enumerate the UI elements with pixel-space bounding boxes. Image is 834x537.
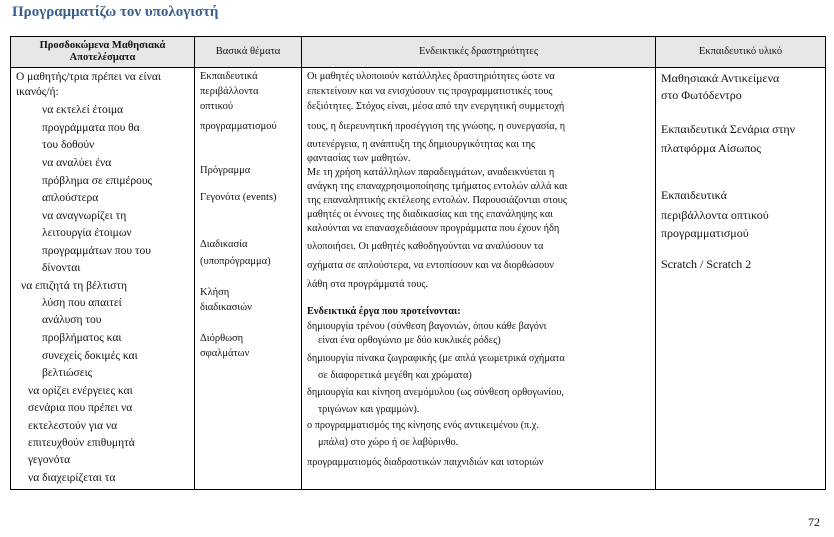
topic-line: Πρόγραμμα [200,165,251,176]
outcome-line: επιτευχθούν επιθυμητά [28,437,135,449]
activity-line: σχήματα σε απλούστερα, να εντοπίσουν και να διορθώσουν [307,260,554,271]
activity-line: υλοποιήσει. Οι μαθητές καθοδηγούνται να αναλύσουν τα [307,241,544,252]
outcome-line: απλούστερα [42,192,99,204]
outcome-line: βελτιώσεις [42,367,93,379]
cell-activities [302,68,655,489]
outcome-line: δίνονται [42,262,81,274]
header-topics: Βασικά θέματα [195,37,301,68]
outcome-line: ανάλυση του [42,314,102,326]
column-material [656,37,825,489]
outcome-line: να διαχειρίζεται τα [28,472,116,484]
outcome-line: σενάρια που πρέπει να [28,402,133,414]
curriculum-table [10,36,826,490]
activity-line: μαθητές οι έννοιες της διαδικασίας και της επανάληψης και [307,209,554,220]
outcome-line: να εκτελεί έτοιμα [42,104,124,116]
activity-line: λάθη στα προγράμματά τους. [307,279,429,290]
outcome-line: λειτουργία έτοιμων [42,227,132,239]
topic-line: Κλήση [200,287,230,298]
column-activities [302,37,656,489]
page-title: Προγραμματίζω τον υπολογιστή [12,4,219,20]
outcome-line: προγράμματα που θα [42,122,140,134]
outcome-line: γεγονότα [28,454,71,466]
activity-line: καλούνται να επανασχεδιάσουν προγράμματα που έχουν ήδη [307,223,560,234]
cell-outcomes [11,68,194,489]
column-outcomes [11,37,195,489]
cell-topics [195,68,301,489]
activity-line: τους, η διερευνητική προσέγγιση της γνώσης, η συνεργασία, η [307,121,566,132]
outcome-line: λύση που απαιτεί [42,297,122,309]
topic-line: προγραμματισμού [200,121,277,132]
material-line: προγραμματισμού [661,226,749,240]
activity-line: ανάγκη της επαναχρησιμοποίησης τμήματος εντολών αλλά και [307,181,568,192]
activity-line: Ενδεικτικά έργα που προτείνονται: [307,306,461,317]
outcome-line: Ο μαθητής/τρια πρέπει να είναι [16,71,161,83]
activity-line: μπάλα) στο χώρο ή σε λαβύρινθο. [318,437,459,448]
outcome-line: του δοθούν [42,139,95,151]
outcome-line: εκτελεστούν για να [28,420,118,432]
outcome-line: πρόβλημα σε επιμέρους [42,175,153,187]
topic-line: οπτικού [200,101,234,112]
page-number: 72 [808,515,820,529]
activity-line: φαντασίας των μαθητών. [307,153,411,164]
activity-line: της επαναληπτικής εκτέλεσης εντολών. Παρουσιάζονται στους [307,195,567,206]
outcome-line: προγραμμάτων που του [42,245,151,257]
activity-line: δημιουργία πίνακα ζωγραφικής (με απλά γεωμετρικά σχήματα [307,353,565,364]
material-line: στο Φωτόδεντρο [661,88,742,102]
activity-line: δεξιότητες. Στόχος είναι, μέσα από την ενεργητική συμμετοχή [307,101,565,112]
column-topics [195,37,302,489]
activity-line: αυτενέργεια, η ανάπτυξη της δημιουργικότητας και της [307,139,536,150]
outcome-line: ικανός/ή: [16,86,59,98]
topic-line: Διόρθωση [200,333,244,344]
outcome-line: να ορίζει ενέργειες και [28,385,133,397]
material-line: Μαθησιακά Αντικείμενα [661,71,780,85]
outcome-line: προβλήματος και [42,332,122,344]
topic-line: περιβάλλοντα [200,86,259,97]
activity-line: Οι μαθητές υλοποιούν κατάλληλες δραστηριότητες ώστε να [307,71,555,82]
activity-line: δημιουργία τρένου (σύνθεση βαγονιών, όπου κάθε βαγόνι [307,321,547,332]
outcome-line: να αναγνωρίζει τη [42,210,127,222]
material-line: περιβάλλοντα οπτικού [661,208,769,222]
topic-line: Εκπαιδευτικά [200,71,258,82]
outcome-line: συνεχείς δοκιμές και [42,350,138,362]
activity-line: ο προγραμματισμός της κίνησης ενός αντικειμένου (π.χ. [307,420,539,431]
activity-line: τριγώνων και γραμμών). [318,404,420,415]
activity-line: σε διαφορετικά μεγέθη και χρώματα) [318,370,472,381]
activity-line: προγραμματισμός διαδραστικών παιχνιδιών και ιστοριών [307,457,544,468]
material-line: Εκπαιδευτικά Σενάρια στην [661,122,796,136]
header-material: Εκπαιδευτικό υλικό [656,37,825,68]
activity-line: είναι ένα ορθογώνιο με δύο κυκλικές ρόδες) [318,335,501,346]
activity-line: επεκτείνουν και να ενισχύσουν τις προγραμματιστικές τους [307,86,553,97]
outcome-line: να επιζητά τη βέλτιστη [21,280,127,292]
topic-line: σφαλμάτων [200,348,250,359]
header-outcomes: Προσδοκώμενα Μαθησιακά Αποτελέσματα [11,37,194,68]
material-line: Εκπαιδευτικά [661,188,727,202]
topic-line: διαδικασιών [200,302,252,313]
topic-line: Διαδικασία [200,239,248,250]
activity-line: δημιουργία και κίνηση ανεμόμυλου (ως σύνθεση ορθογωνίου, [307,387,564,398]
material-line: πλατφόρμα Αίσωπος [661,141,762,155]
header-activities: Ενδεικτικές δραστηριότητες [302,37,655,68]
activity-line: Με τη χρήση κατάλληλων παραδειγμάτων, αναδεικνύεται η [307,167,555,178]
topic-line: (υποπρόγραμμα) [200,256,271,267]
cell-material [656,68,825,489]
topic-line: Γεγονότα (events) [200,192,277,203]
outcome-line: να αναλύει ένα [42,157,112,169]
material-line: Scratch / Scratch 2 [661,257,752,271]
